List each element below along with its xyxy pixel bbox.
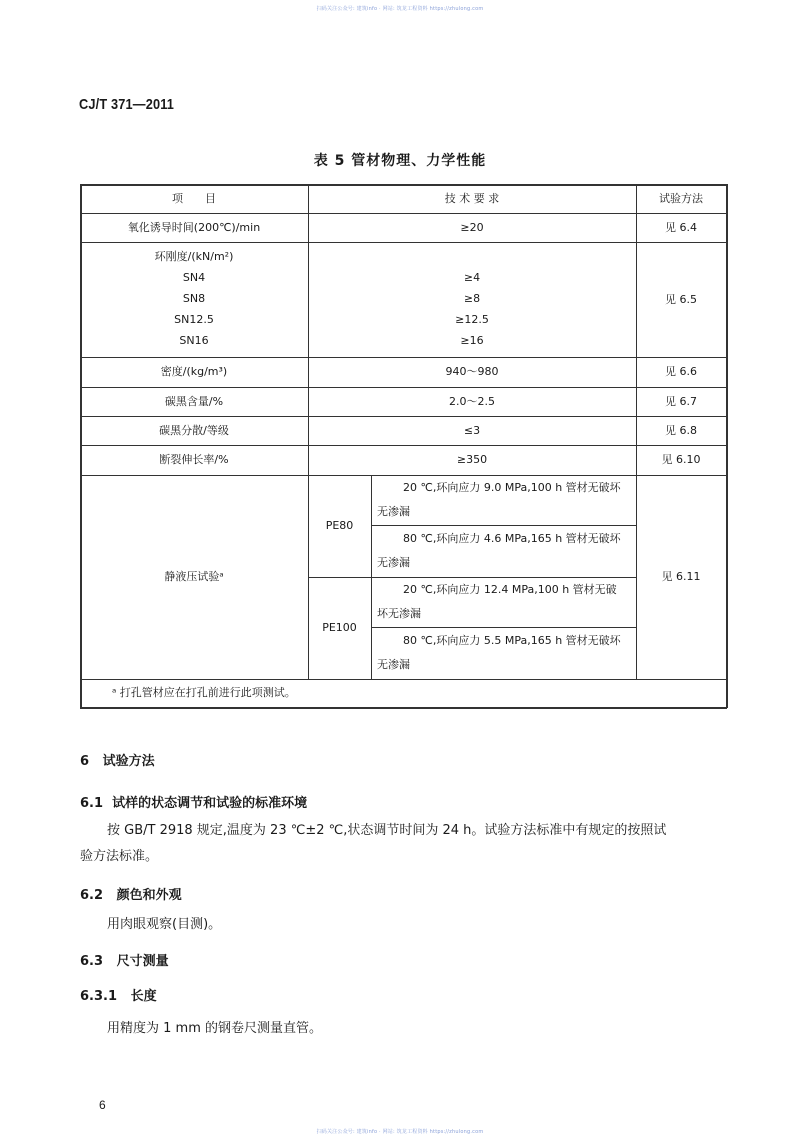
sub-requirement: ≥12.5 <box>455 313 489 326</box>
row-requirement: 2.0～2.5 <box>449 394 495 408</box>
standard-code: CJ/T 371—2011 <box>79 96 175 113</box>
row-method: 见 6.6 <box>665 365 697 379</box>
row-item-hydrostatic: 静液压试验ᵃ <box>164 570 224 584</box>
condition <box>377 627 632 679</box>
row-item-carbon-content: 碳黑含量/% <box>164 394 224 408</box>
row-item-carbon-dispersion: 碳黑分散/等级 <box>159 423 229 437</box>
condition-line2: 无渗漏 <box>377 505 410 518</box>
watermark-top: 扫码关注公众号: 建筑info · 网站: 筑龙工程资料 https://zhulong.com <box>316 6 484 12</box>
table-border-right <box>726 184 728 708</box>
section-6-3-1-heading <box>80 985 157 1004</box>
section-6-2-body: 用肉眼观察(目测)。 <box>107 917 222 932</box>
page-number: 6 <box>99 1098 106 1112</box>
condition <box>377 525 632 577</box>
sub-item: SN4 <box>182 271 206 284</box>
section-6-heading <box>80 750 155 769</box>
condition-line1: 20 ℃,环向应力 12.4 MPa,100 h 管材无破 <box>403 583 617 596</box>
row-requirement: ≥350 <box>456 453 488 467</box>
section-number: 6 <box>80 754 90 769</box>
section-6-1-heading <box>80 792 307 811</box>
section-6-3-1-body: 用精度为 1 mm 的钢卷尺测量直管。 <box>107 1021 322 1036</box>
section-6-1-body-line1: 按 GB/T 2918 规定,温度为 23 ℃±2 ℃,状态调节时间为 24 h。试验方法标准中有规定的按照试 <box>107 823 667 838</box>
section-title: 试验方法 <box>102 754 155 769</box>
row-requirement-ring-stiffness <box>308 246 636 354</box>
row-requirement: 940～980 <box>445 365 499 379</box>
row-item-ring-stiffness <box>80 246 308 354</box>
row-requirement: ≤3 <box>463 423 481 437</box>
row-method: 见 6.10 <box>661 453 701 467</box>
sub-item: SN12.5 <box>174 313 214 326</box>
row-item-oit: 氧化诱导时间(200℃)/min <box>127 220 261 234</box>
condition <box>377 475 632 525</box>
row-method: 见 6.8 <box>665 423 697 437</box>
section-6-3-heading <box>80 950 169 969</box>
col-header-method: 试验方法 <box>659 191 703 205</box>
item-label: 环刚度/(kN/m²) <box>154 250 234 263</box>
col-header-item: 项 目 <box>172 191 216 205</box>
sub-requirement: ≥8 <box>463 292 481 305</box>
row-line <box>80 242 727 243</box>
row-requirement: ≥20 <box>460 220 484 234</box>
section-6-2-heading <box>80 884 182 903</box>
table-border-bottom <box>80 707 727 709</box>
grade-pe80: PE80 <box>325 519 354 533</box>
row-method: 见 6.11 <box>661 570 701 584</box>
condition-line1: 80 ℃,环向应力 5.5 MPa,165 h 管材无破坏 <box>403 634 621 647</box>
sub-item: SN16 <box>179 334 209 347</box>
section-number: 6.3 <box>80 954 104 969</box>
section-number: 6.3.1 <box>80 989 118 1004</box>
condition <box>377 577 632 627</box>
sub-requirement: ≥16 <box>460 334 484 347</box>
row-method: 见 6.5 <box>665 292 697 306</box>
section-title: 长度 <box>130 989 157 1004</box>
section-number: 6.1 <box>80 796 104 811</box>
condition-line2: 坏无渗漏 <box>377 607 421 620</box>
col-header-requirement: 技 术 要 求 <box>444 191 500 205</box>
table-footnote: ᵃ 打孔管材应在打孔前进行此项测试。 <box>112 686 296 700</box>
row-item-elongation: 断裂伸长率/% <box>159 453 229 467</box>
sub-requirement: ≥4 <box>463 271 481 284</box>
sub-item: SN8 <box>182 292 206 305</box>
table-title: 表 5 管材物理、力学性能 <box>313 153 487 169</box>
grade-pe100: PE100 <box>322 621 357 635</box>
condition-line2: 无渗漏 <box>377 556 410 569</box>
condition-line1: 80 ℃,环向应力 4.6 MPa,165 h 管材无破坏 <box>403 532 621 545</box>
condition-line2: 无渗漏 <box>377 658 410 671</box>
section-6-1-body-line2: 验方法标准。 <box>80 849 159 864</box>
section-title: 试样的状态调节和试验的标准环境 <box>112 796 308 811</box>
row-method: 见 6.7 <box>665 394 697 408</box>
section-title: 颜色和外观 <box>116 888 182 903</box>
section-number: 6.2 <box>80 888 104 903</box>
section-title: 尺寸测量 <box>116 954 169 969</box>
row-method: 见 6.4 <box>665 220 697 234</box>
condition-line1: 20 ℃,环向应力 9.0 MPa,100 h 管材无破坏 <box>403 481 621 494</box>
watermark-bottom: 扫码关注公众号: 建筑info · 网站: 筑龙工程资料 https://zhulong.com <box>316 1129 484 1135</box>
row-item-density: 密度/(kg/m³) <box>160 365 228 379</box>
